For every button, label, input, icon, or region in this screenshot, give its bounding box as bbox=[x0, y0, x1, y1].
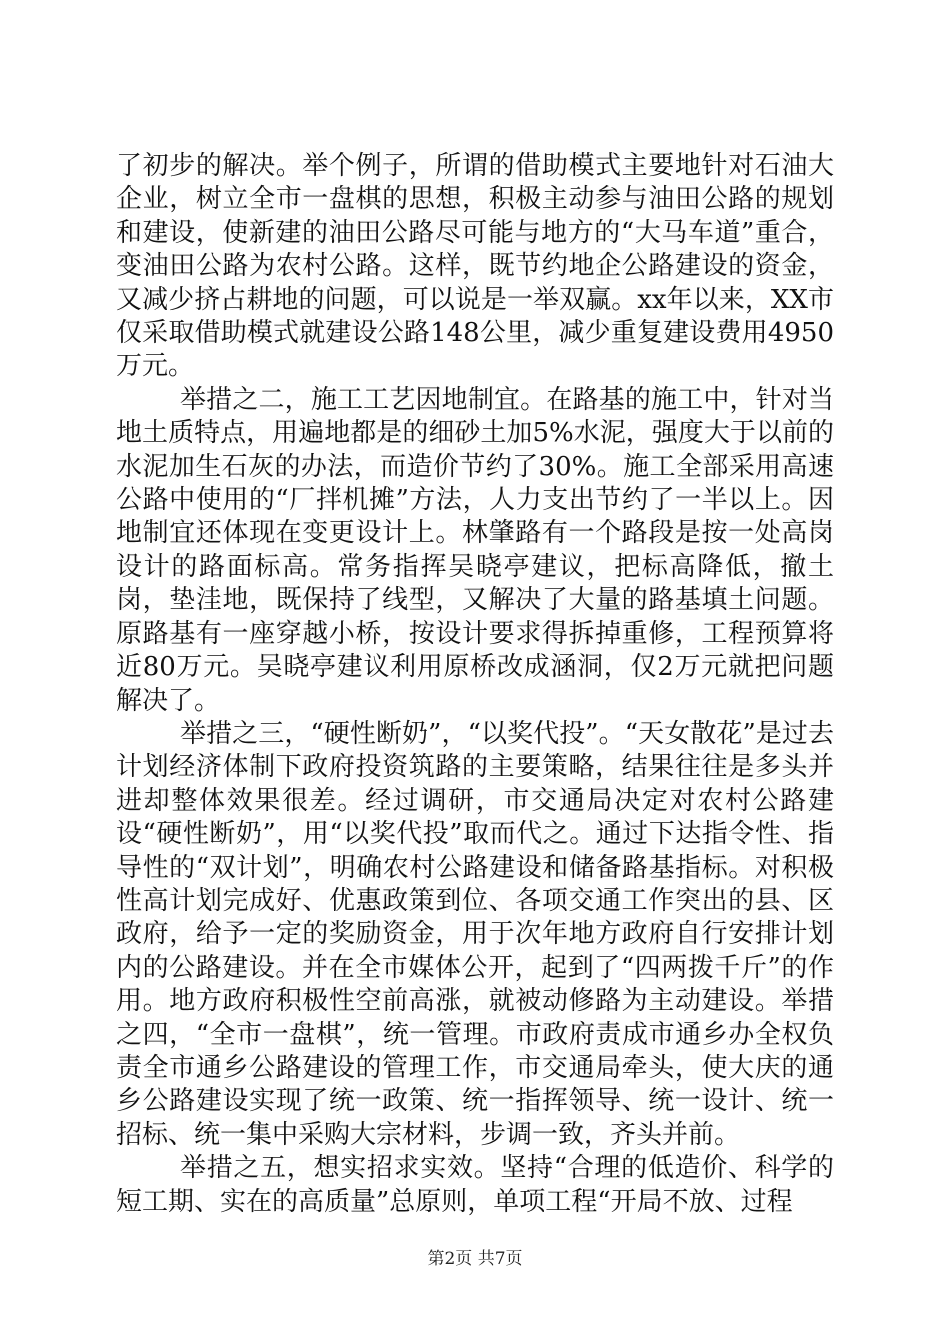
body-text bbox=[116, 150, 834, 1219]
page-footer: 第2页 共7页 bbox=[427, 1249, 523, 1269]
paragraph-1: 了初步的解决。举个例子，所谓的借助模式主要地针对石油大企业，树立全市一盘棋的思想，积极主动参与油田公路的规划和建设，使新建的油田公路尽可能与地方的“大马车道”重合，变油田公路为农村公路。这样，既节约地企公路建设的资金，又减少挤占耕地的问题，可以说是一举双赢。xx年以来，XX市仅采取借助模式就建设公路148公里，减少重复建设费用4950万元。 bbox=[116, 151, 834, 382]
paragraph-4: 举措之五，想实招求实效。坚持“合理的低造价、科学的短工期、实在的高质量”总原则，单项工程“开局不放、过程 bbox=[116, 1153, 834, 1217]
paragraph-3: 举措之三，“硬性断奶”，“以奖代投”。“天女散花”是过去计划经济体制下政府投资筑路的主要策略，结果往往是多头并进却整体效果很差。经过调研，市交通局决定对农村公路建设“硬性断奶”，用“以奖代投”取而代之。通过下达指令性、指导性的“双计划”，明确农村公路建设和储备路基指标。对积极性高计划完成好、优惠政策到位、各项交通工作突出的县、区政府，给予一定的奖励资金，用于次年地方政府自行安排计划内的公路建设。并在全市媒体公开，起到了“四两拨千斤”的作用。地方政府积极性空前高涨，就被动修路为主动建设。举措之四，“全市一盘棋”，统一管理。市政府责成市通乡办全权负责全市通乡公路建设的管理工作，市交通局牵头，使大庆的通乡公路建设实现了统一政策、统一指挥领导、统一设计、统一招标、统一集中采购大宗材料，步调一致，齐头并前。 bbox=[116, 718, 834, 1150]
paragraph-2: 举措之二，施工工艺因地制宜。在路基的施工中，针对当地土质特点，用遍地都是的细砂土加5%水泥，强度大于以前的水泥加生石灰的办法，而造价节约了30%。施工全部采用高速公路中使用的“厂拌机摊”方法，人力支出节约了一半以上。因地制宜还体现在变更设计上。林肇路有一个路段是按一处高岗设计的路面标高。常务指挥吴晓亭建议，把标高降低，撤土岗，垫洼地，既保持了线型，又解决了大量的路基填土问题。原路基有一座穿越小桥，按设计要求得拆掉重修，工程预算将近80万元。吴晓亭建议利用原桥改成涵洞，仅2万元就把问题解决了。 bbox=[116, 384, 834, 716]
